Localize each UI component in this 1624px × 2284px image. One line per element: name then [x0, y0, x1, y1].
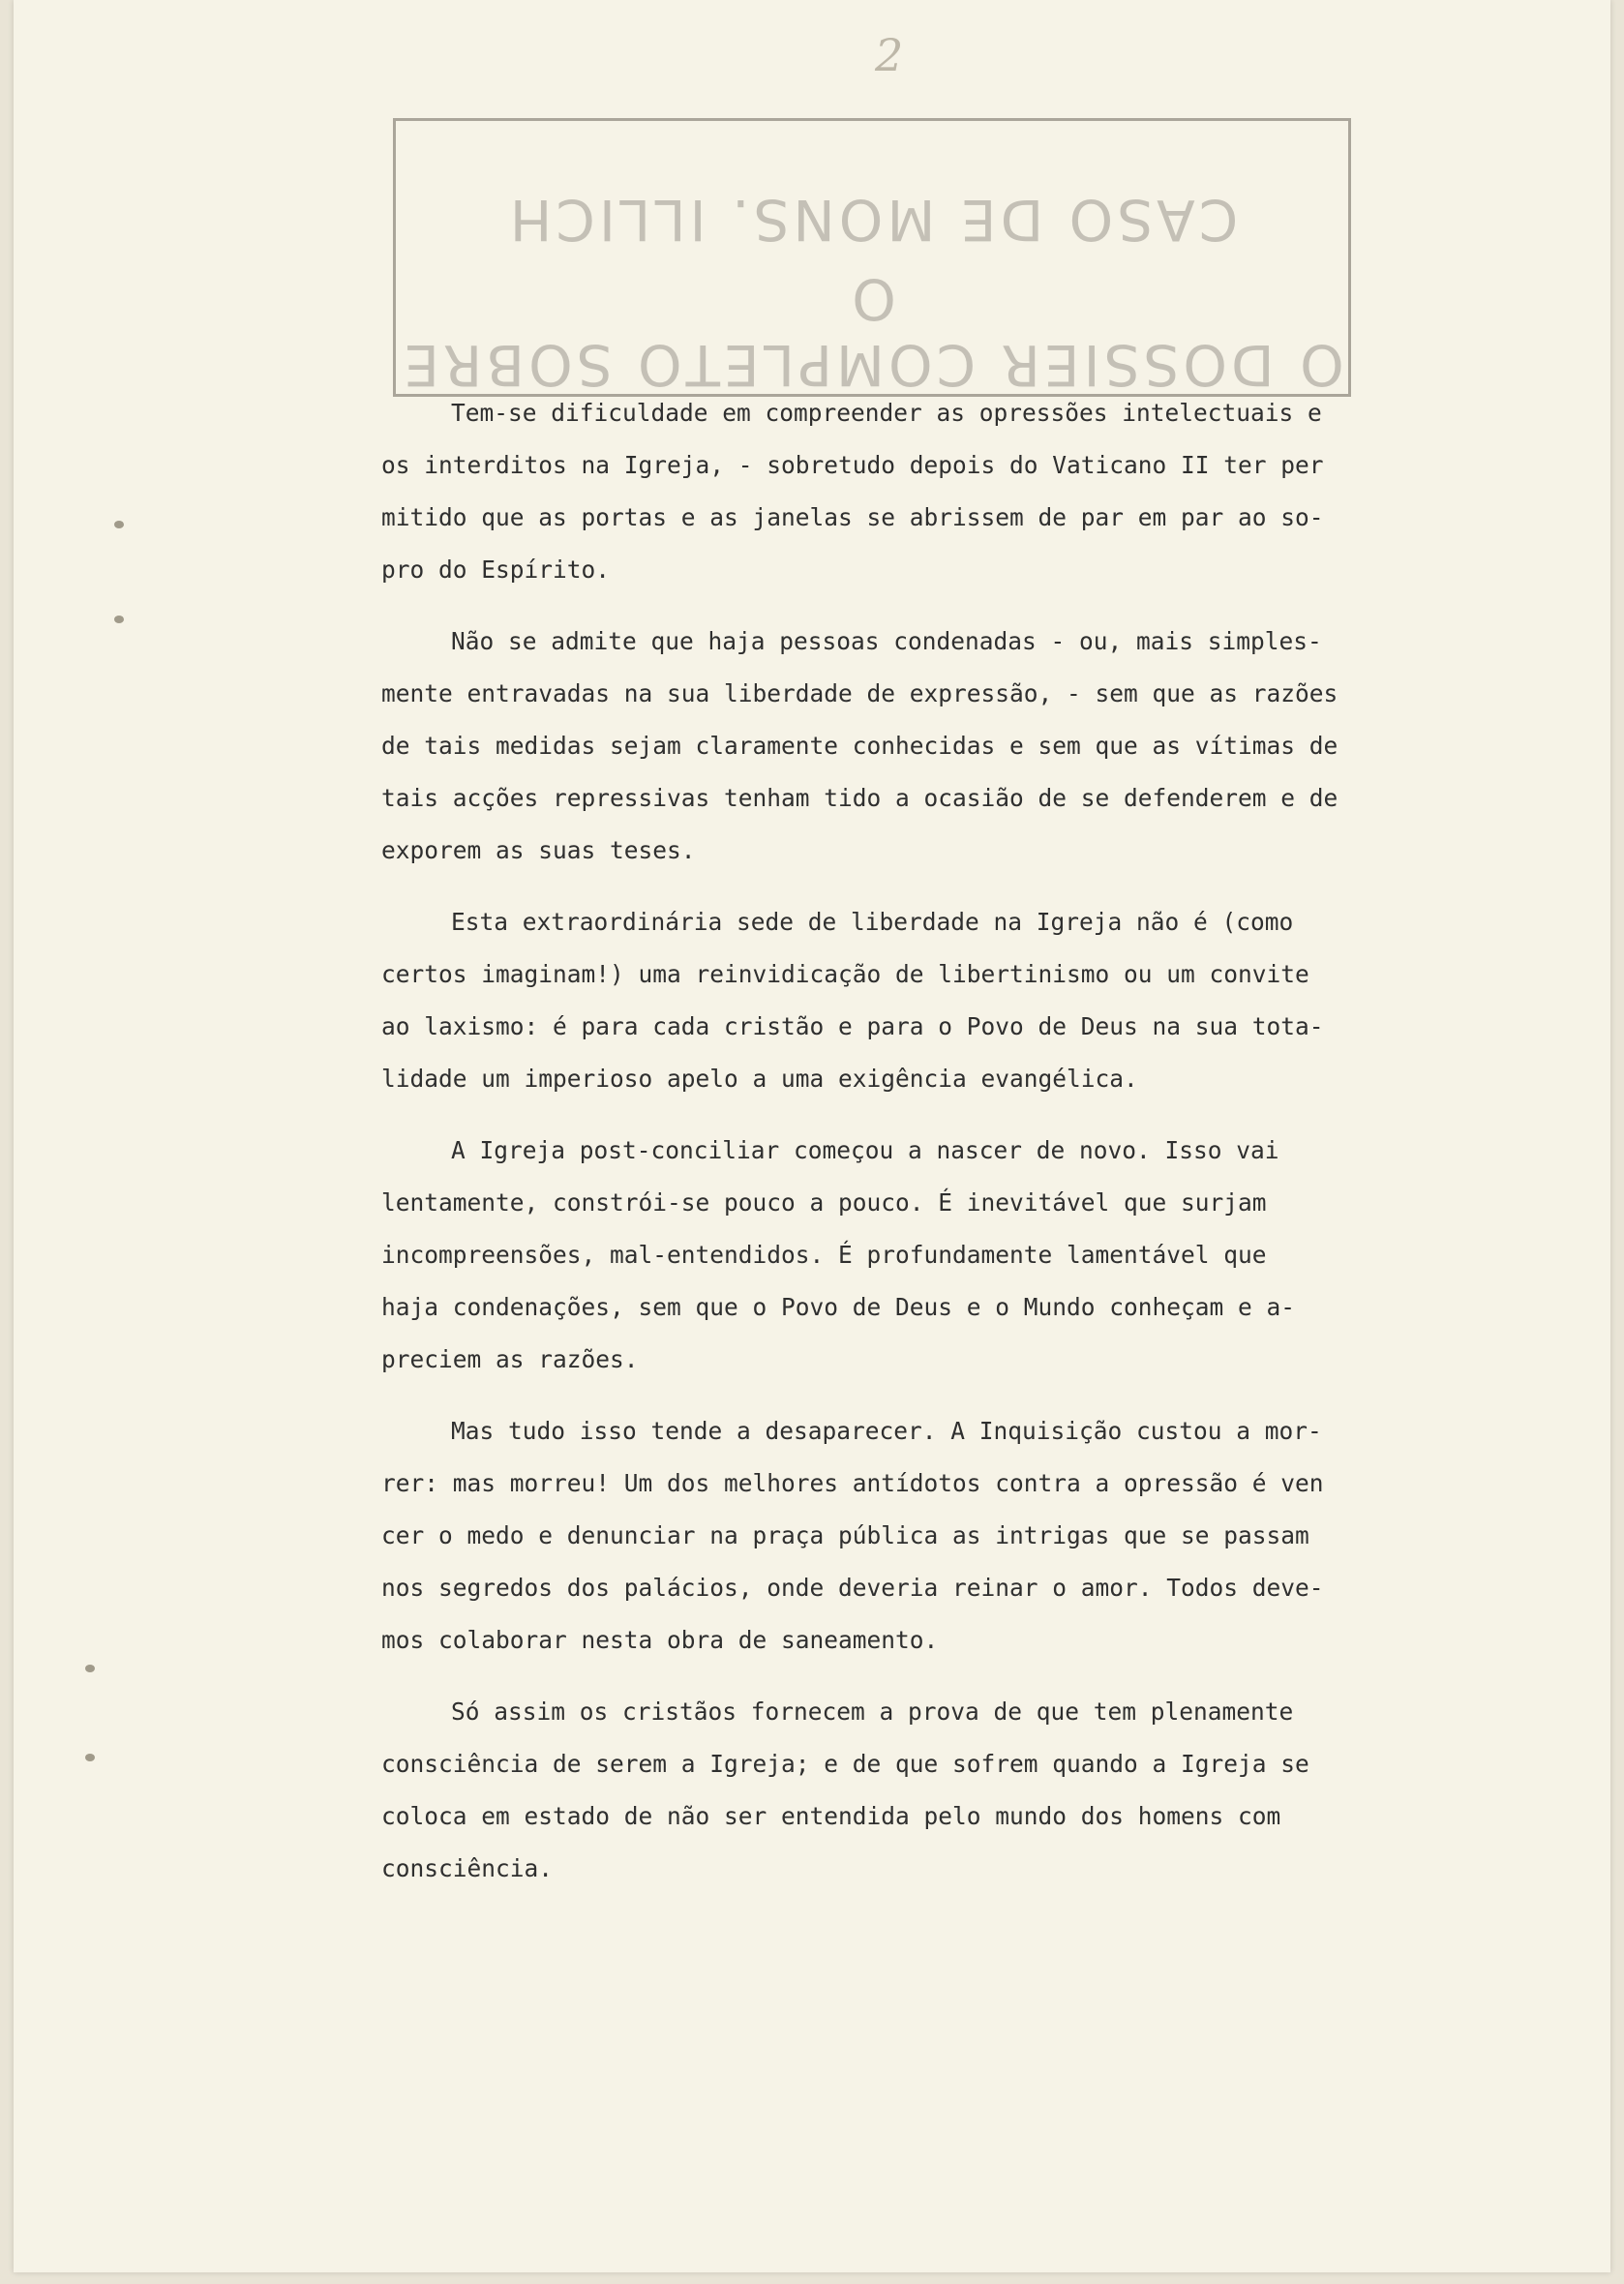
text-line: ao laxismo: é para cada cristão e para o Povo de Deus na sua tota- [381, 1012, 1324, 1040]
paragraph [381, 1686, 1417, 1895]
margin-mark [114, 521, 124, 528]
text-line: os interditos na Igreja, - sobretudo depois do Vaticano II ter per [381, 451, 1324, 479]
text-line: consciência. [381, 1854, 554, 1882]
margin-mark [114, 616, 124, 623]
document-page [14, 0, 1610, 2272]
text-line: nos segredos dos palácios, onde deveria reinar o amor. Todos deve- [381, 1574, 1324, 1602]
text-line: coloca em estado de não ser entendida pelo mundo dos homens com [381, 1802, 1281, 1830]
paragraph [381, 1405, 1417, 1667]
text-line: Esta extraordinária sede de liberdade na Igreja não é (como [451, 908, 1294, 936]
text-line: Não se admite que haja pessoas condenadas - ou, mais simples- [451, 627, 1322, 655]
text-line: mitido que as portas e as janelas se abrissem de par em par ao so- [381, 503, 1324, 531]
text-line: Mas tudo isso tende a desaparecer. A Inquisição custou a mor- [451, 1417, 1322, 1445]
text-line: exporem as suas teses. [381, 836, 696, 864]
text-line: Só assim os cristãos fornecem a prova de que tem plenamente [451, 1698, 1294, 1726]
text-line: lentamente, constrói-se pouco a pouco. É inevitável que surjam [381, 1188, 1267, 1217]
paragraph [381, 896, 1417, 1105]
text-line: A Igreja post-conciliar começou a nascer de novo. Isso vai [451, 1136, 1279, 1164]
text-line: de tais medidas sejam claramente conhecidas e sem que as vítimas de [381, 732, 1338, 760]
margin-mark [85, 1754, 95, 1761]
text-line: pro do Espírito. [381, 556, 611, 584]
text-line: Tem-se dificuldade em compreender as opressões intelectuais e [451, 399, 1322, 427]
text-line: haja condenações, sem que o Povo de Deus e o Mundo conheçam e a- [381, 1293, 1296, 1321]
text-line: certos imaginam!) uma reinvidicação de libertinismo ou um convite [381, 960, 1309, 988]
page-number: 2 [875, 29, 904, 81]
text-line: lidade um imperioso apelo a uma exigência evangélica. [381, 1065, 1138, 1093]
text-line: preciem as razões. [381, 1345, 639, 1373]
text-line: rer: mas morreu! Um dos melhores antídotos contra a opressão é ven [381, 1469, 1324, 1497]
text-line: consciência de serem a Igreja; e de que sofrem quando a Igreja se [381, 1750, 1309, 1778]
text-line: incompreensões, mal-entendidos. É profundamente lamentável que [381, 1241, 1267, 1269]
title-stamp-box [393, 118, 1351, 397]
stamp-title-line-1: O DOSSIER COMPLETO SOBRE O [400, 266, 1344, 398]
body-text [381, 387, 1417, 1914]
paragraph [381, 616, 1417, 877]
text-line: mente entravadas na sua liberdade de expressão, - sem que as razões [381, 679, 1338, 707]
text-line: cer o medo e denunciar na praça pública as intrigas que se passam [381, 1521, 1309, 1549]
paragraph [381, 387, 1417, 596]
text-line: tais acções repressivas tenham tido a ocasião de se defenderem e de [381, 784, 1338, 812]
text-line: mos colaborar nesta obra de saneamento. [381, 1626, 939, 1654]
paragraph [381, 1125, 1417, 1386]
margin-mark [85, 1665, 95, 1672]
stamp-title-line-2: CASO DE MONS. ILLICH [505, 187, 1239, 253]
